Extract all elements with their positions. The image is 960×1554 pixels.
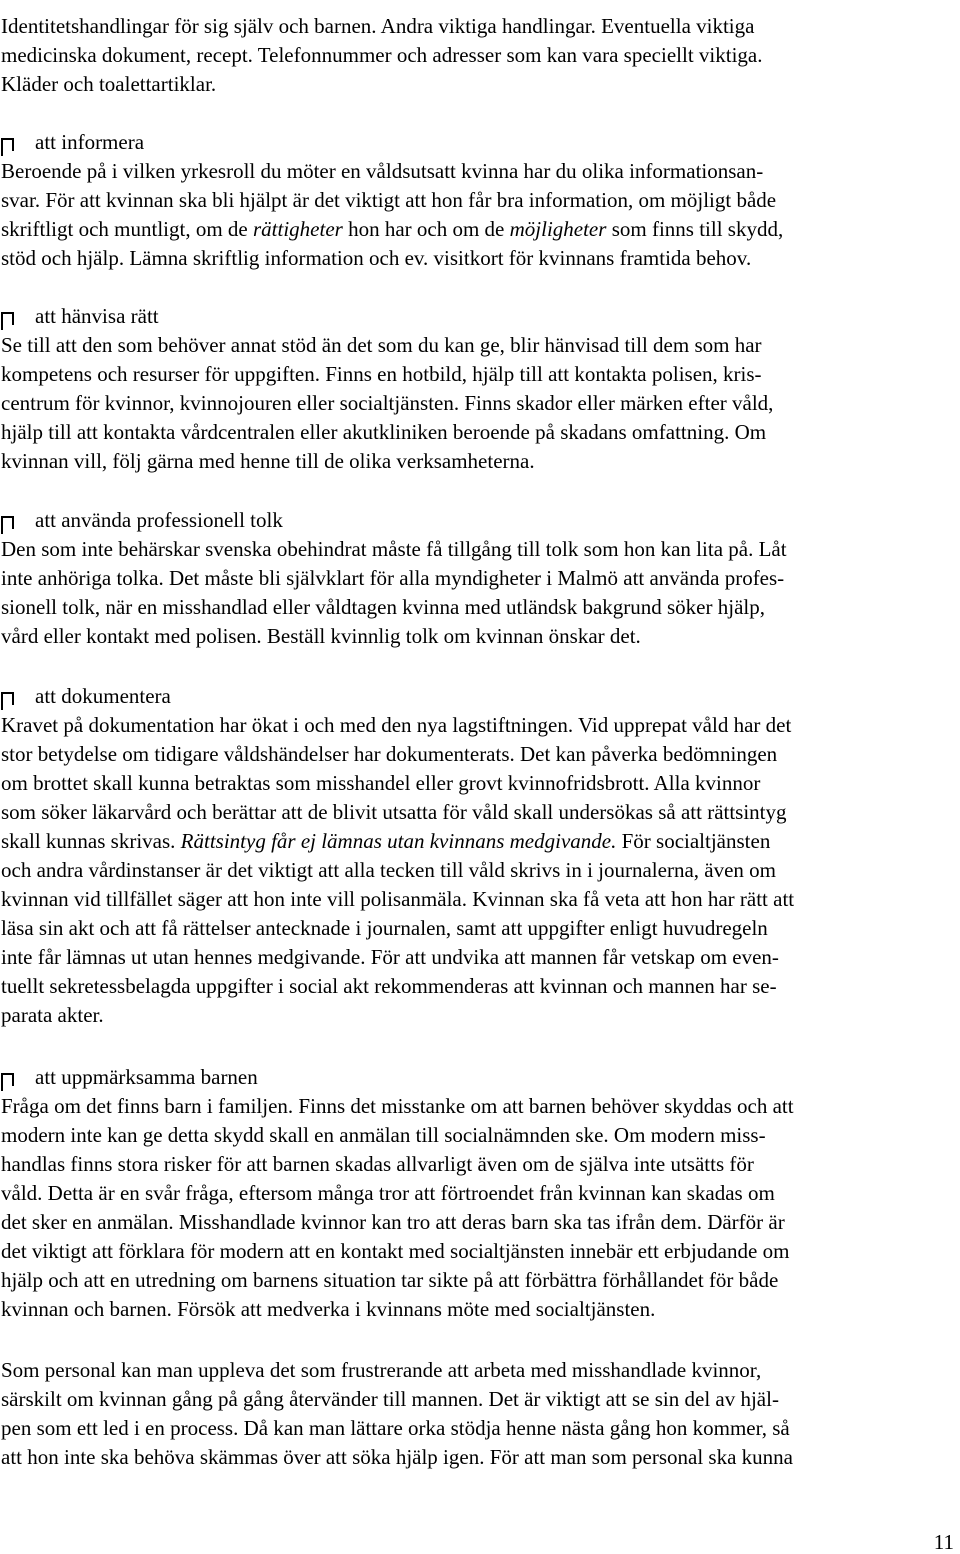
section-heading-label: att använda professionell tolk [35,508,283,532]
section-heading-label: att uppmärksamma barnen [35,1065,258,1089]
section-heading [1,128,144,157]
section-body-line [1,1092,794,1121]
body-text: Den som inte behärskar svenska obehindrat måste få tillgång till tolk som hon kan lita på. Låt [1,537,787,561]
body-text: parata akter. [1,1003,104,1027]
body-text: inte anhöriga tolka. Det måste bli självklart för alla myndigheter i Malmö att använda profes- [1,566,785,590]
closing-line: pen som ett led i en process. Då kan man lättare orka stödja henne nästa gång hon kommer, så [1,1416,790,1440]
closing-line: Som personal kan man uppleva det som frustrerande att arbeta med misshandlade kvinnor, [1,1358,762,1382]
body-text: läsa sin akt och att få rättelser antecknade i journalen, samt att uppgifter enligt huvudregeln [1,916,768,940]
checkbox-bullet-icon [1,1073,14,1086]
body-text: För socialtjänsten [616,829,771,853]
section-heading-label: att dokumentera [35,684,171,708]
body-text: sionell tolk, när en misshandlad eller våldtagen kvinna med utländsk bakgrund söker hjälp, [1,595,765,619]
intro-line: Identitetshandlingar för sig själv och barnen. Andra viktiga handlingar. Eventuella viktiga [1,14,755,38]
section-body-line [1,157,763,186]
section-body-line [1,943,779,972]
body-text: och andra vårdinstanser är det viktigt att alla tecken till våld skrivs in i journalerna, även om [1,858,777,882]
body-text: kvinnan vid tillfället säger att hon inte vill polisanmäla. Kvinnan ska få veta att hon har rätt att [1,887,795,911]
body-text: centrum för kvinnor, kvinnojouren eller socialtjänsten. Finns skador eller märken efter våld, [1,391,774,415]
body-text: kompetens och resurser för uppgiften. Finns en hotbild, hjälp till att kontakta polisen, kris- [1,362,762,386]
section-body-line [1,711,791,740]
body-text: inte får lämnas ut utan hennes medgivande. För att undvika att mannen får vetskap om even- [1,945,779,969]
body-text: Kravet på dokumentation har ökat i och med den nya lagstiftningen. Vid upprepat våld har det [1,713,792,737]
body-text: stor betydelse om tidigare våldshändelser har dokumenterats. Det kan påverka bedömningen [1,742,778,766]
section-heading [1,302,159,331]
section-body-line [1,331,762,360]
closing-line: särskilt om kvinnan gång på gång återvänder till mannen. Det är viktigt att se sin del av hjäl- [1,1387,779,1411]
section-heading [1,682,171,711]
section-body-line [1,360,762,389]
body-text: tuellt sekretessbelagda uppgifter i social akt rekommenderas att kvinnan och mannen har se- [1,974,777,998]
section-body-line [1,1150,754,1179]
section-body-line [1,564,784,593]
body-text: vård eller kontakt med polisen. Beställ kvinnlig tolk om kvinnan önskar det. [1,624,641,648]
section-body-line [1,972,777,1001]
closing-line: att hon inte ska behöva skämmas över att söka hjälp igen. För att man som personal ska kunna [1,1445,793,1469]
section-body-line [1,1266,778,1295]
section-body-line [1,244,751,273]
body-text: modern inte kan ge detta skydd skall en anmälan till socialnämnden ske. Om modern miss- [1,1123,766,1147]
body-text: handlas finns stora risker för att barnen skadas allvarligt även om de själva inte utsätts för [1,1152,754,1176]
section-body-line [1,914,768,943]
section-body-line [1,215,783,244]
body-text: hon har och om de [342,217,510,241]
section-heading [1,1063,258,1092]
section-body-line [1,1001,104,1030]
italic-text: Rättsintyg får ej lämnas utan kvinnans medgivande. [180,829,617,853]
section-body-line [1,740,777,769]
checkbox-bullet-icon [1,138,14,151]
section-body-line [1,1208,785,1237]
body-text: svar. För att kvinnan ska bli hjälpt är det viktigt att hon får bra information, om möjligt både [1,188,777,212]
section-body-line [1,1237,789,1266]
intro-line: Kläder och toalettartiklar. [1,72,217,96]
section-body-line [1,1179,775,1208]
page-number: 11 [933,1530,954,1554]
body-text: våld. Detta är en svår fråga, eftersom många tror att förtroendet från kvinnan kan skadas om [1,1181,775,1205]
section-body-line [1,593,765,622]
body-text: hjälp till att kontakta vårdcentralen eller akutkliniken beroende på skadans omfattning. Om [1,420,767,444]
section-heading-label: att informera [35,130,145,154]
section-heading [1,506,283,535]
section-body-line [1,798,787,827]
italic-text: möjligheter [509,217,607,241]
body-text: hjälp och att en utredning om barnens situation tar sikte på att förbättra förhållandet för både [1,1268,779,1292]
section-body-line [1,622,641,651]
body-text: stöd och hjälp. Lämna skriftlig information och ev. visitkort för kvinnans framtida behov. [1,246,752,270]
intro-line: medicinska dokument, recept. Telefonnummer och adresser som kan vara speciellt viktiga. [1,43,763,67]
checkbox-bullet-icon [1,692,14,705]
section-body-line [1,186,776,215]
body-text: som söker läkarvård och berättar att de blivit utsatta för våld skall undersökas så att rättsintyg [1,800,787,824]
body-text: det sker en anmälan. Misshandlade kvinnor kan tro att deras barn ska tas ifrån dem. Därför är [1,1210,785,1234]
body-text: Se till att den som behöver annat stöd än det som du kan ge, blir hänvisad till dem som har [1,333,762,357]
section-body-line [1,1295,655,1324]
section-body-line [1,1121,766,1150]
checkbox-bullet-icon [1,516,14,529]
checkbox-bullet-icon [1,312,14,325]
body-text: skall kunnas skrivas. [1,829,181,853]
body-text: Beroende på i vilken yrkesroll du möter en våldsutsatt kvinna har du olika informationsan- [1,159,764,183]
section-body-line [1,856,776,885]
section-heading-label: att hänvisa rätt [35,304,159,328]
section-body-line [1,418,766,447]
section-body-line [1,389,773,418]
body-text: det viktigt att förklara för modern att en kontakt med socialtjänsten innebär ett erbjudande om [1,1239,790,1263]
section-body-line [1,885,794,914]
body-text: som finns till skydd, [606,217,784,241]
section-body-line [1,827,770,856]
body-text: skriftligt och muntligt, om de [1,217,253,241]
body-text: kvinnan och barnen. Försök att medverka i kvinnans möte med socialtjänsten. [1,1297,656,1321]
section-body-line [1,769,760,798]
section-body-line [1,535,787,564]
body-text: kvinnan vill, följ gärna med henne till de olika verksamheterna. [1,449,535,473]
body-text: Fråga om det finns barn i familjen. Finns det misstanke om att barnen behöver skyddas och att [1,1094,794,1118]
body-text: om brottet skall kunna betraktas som misshandel eller grovt kvinnofridsbrott. Alla kvinnor [1,771,761,795]
italic-text: rättigheter [252,217,343,241]
section-body-line [1,447,535,476]
